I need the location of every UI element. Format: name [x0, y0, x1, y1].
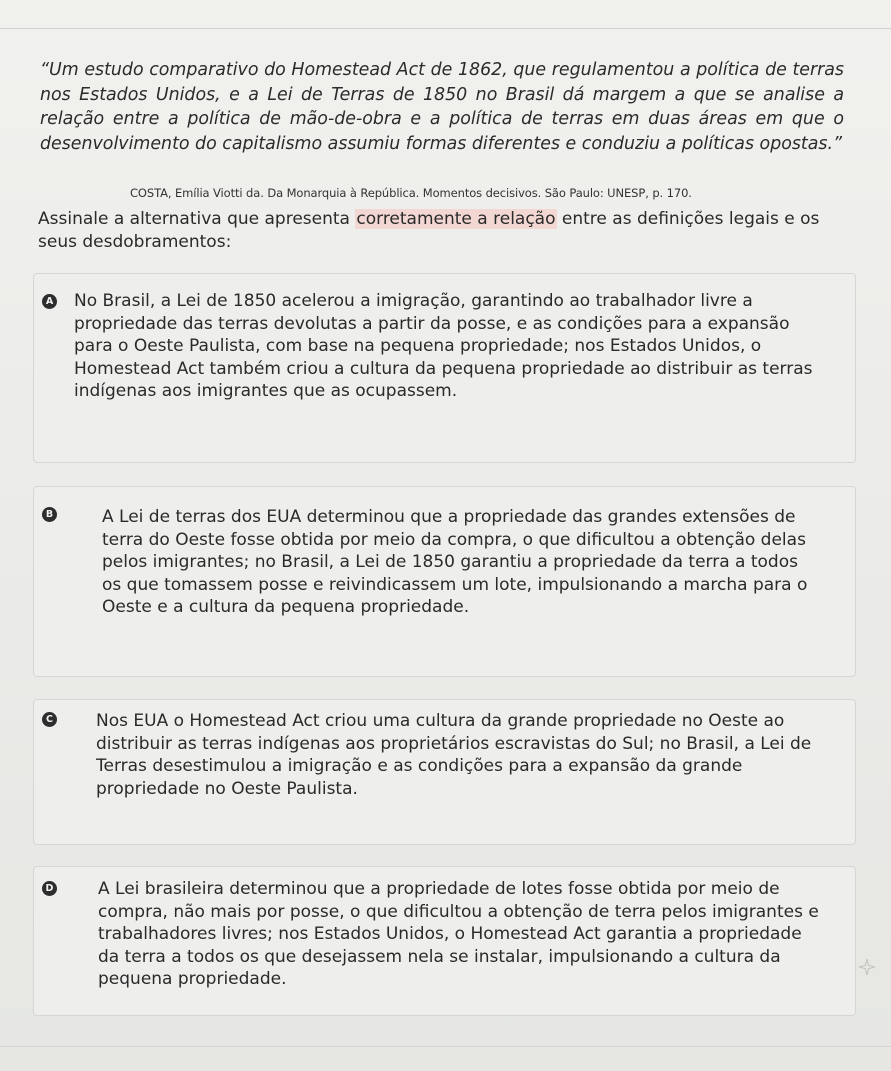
answer-option-c[interactable] [33, 699, 856, 845]
option-text: A Lei de terras dos EUA determinou que a propriedade das grandes extensões de terra do Oeste fosse obtida por meio da compra, o que dificultou a obtenção delas pelos imigrantes; no Brasil, a Lei de 1850 garantiu a propriedade da terra a todos os que tomassem posse e reivindicassem um lote, impulsionando a marcha para o Oeste e a cultura da pequena propriedade. [102, 507, 808, 618]
option-text: Nos EUA o Homestead Act criou uma cultura da grande propriedade no Oeste ao distribuir as terras indígenas aos proprietários escravistas do Sul; no Brasil, a Lei de Terras desestimulou a imigração e as condições para a expansão da grande propriedade no Oeste Paulista. [96, 711, 812, 799]
source-citation: COSTA, Emília Viotti da. Da Monarquia à República. Momentos decisivos. São Paulo: UNESP, p. 170. [130, 186, 692, 200]
sparkle-icon [858, 958, 876, 976]
answer-option-a[interactable] [33, 273, 856, 463]
question-prompt [38, 208, 838, 254]
top-divider [0, 28, 891, 29]
sparkle-icon-graphic [858, 958, 876, 976]
answer-option-b[interactable] [33, 486, 856, 677]
prompt-highlight: corretamente a relação [356, 209, 556, 229]
option-letter-badge: D [42, 881, 57, 896]
option-text: No Brasil, a Lei de 1850 acelerou a imigração, garantindo ao trabalhador livre a propriedade das terras devolutas a partir da posse, e as condições para a expansão para o Oeste Paulista, com base na pequena propriedade; nos Estados Unidos, o Homestead Act também criou a cultura da pequena propriedade ao distribuir as terras indígenas aos imigrantes que as ocupassem. [74, 291, 813, 402]
answer-option-d[interactable] [33, 866, 856, 1016]
option-letter-badge: A [42, 294, 57, 309]
option-letter-badge: C [42, 712, 57, 727]
bottom-divider [0, 1046, 891, 1047]
prompt-text-end: entre as definições legais e os seus desdobramentos: [38, 209, 820, 252]
option-text: A Lei brasileira determinou que a propriedade de lotes fosse obtida por meio de compra, não mais por posse, o que dificultou a obtenção de terra pelos imigrantes e trabalhadores livres; nos Estados Unidos, o Homestead Act garantia a propriedade da terra a todos os que desejassem nela se instalar, impulsionando a cultura da pequena propriedade. [98, 879, 819, 990]
source-quote: “Um estudo comparativo do Homestead Act de 1862, que regulamentou a política de terras nos Estados Unidos, e a Lei de Terras de 1850 no Brasil dá margem a que se analise a relação entre a política de mão-de-obra e a política de terras em duas áreas em que o desenvolvimento do capitalismo assumiu formas diferentes e conduziu a políticas opostas.” [40, 60, 844, 154]
option-letter-badge: B [42, 507, 57, 522]
prompt-text-start: Assinale a alternativa que apresenta [38, 209, 356, 229]
